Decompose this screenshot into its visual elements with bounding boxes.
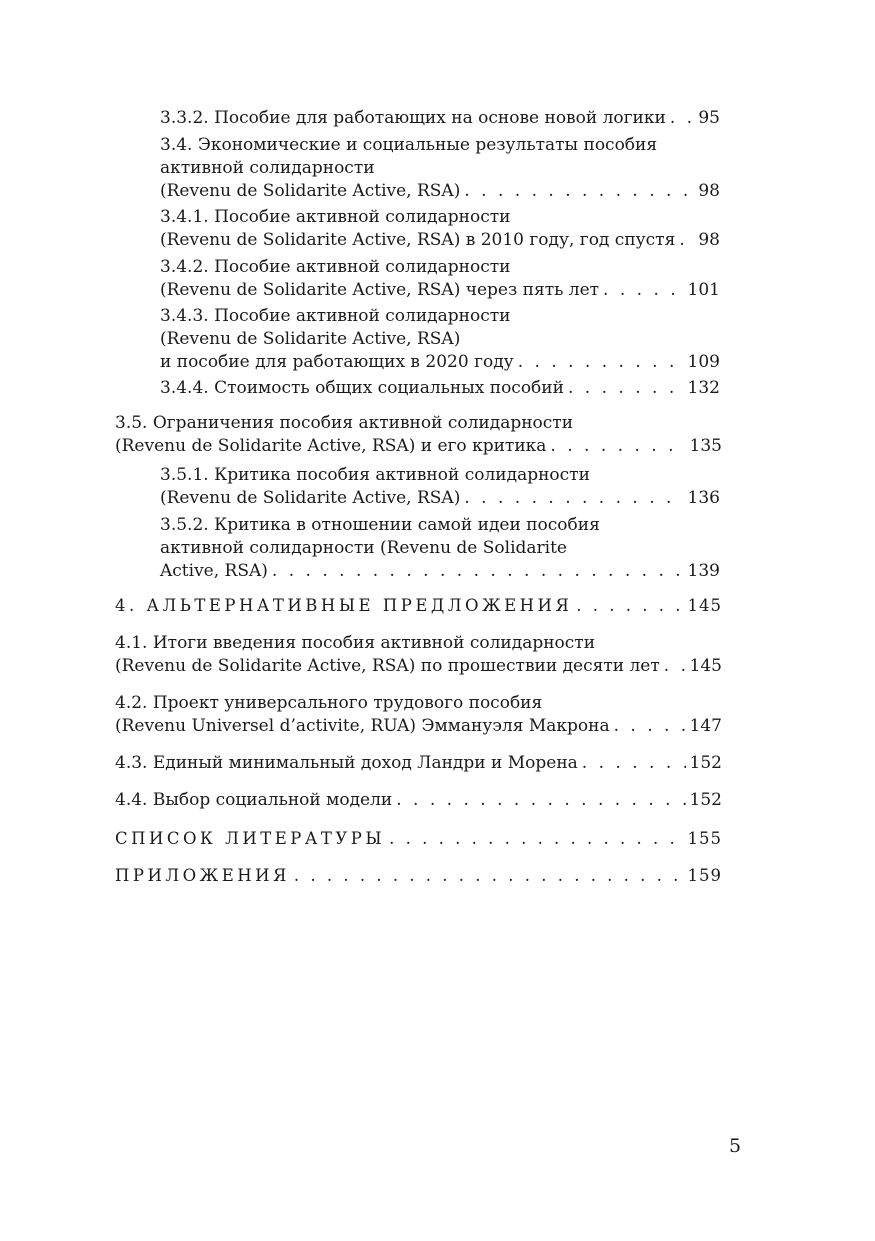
toc-entry-title: 3.4.4. Стоимость общих социальных пособий [160, 378, 564, 398]
toc-entry-title: 3.3.2. Пособие для работающих на основе новой логики [160, 108, 666, 128]
leader-dots [568, 377, 684, 400]
leader-dots [464, 180, 694, 203]
leader-dots [464, 487, 683, 510]
toc-entry-title-cont: (Revenu de Solidarite Active, RSA) [160, 488, 461, 508]
toc-entry[interactable] [160, 256, 720, 302]
toc-entry[interactable] [115, 789, 722, 812]
toc-entry[interactable] [115, 412, 722, 458]
page-number: 5 [729, 1135, 742, 1157]
toc-entry-title-cont: Active, RSA) [160, 561, 268, 581]
toc-entry-title-cont: (Revenu Universel d’activite, RUA) Эммануэля Макрона [115, 716, 610, 736]
toc-entry[interactable] [115, 692, 722, 738]
leader-dots [670, 107, 695, 130]
toc-entry-title-cont: (Revenu de Solidarite Active, RSA) через пять лет [160, 280, 600, 300]
toc-entry-title-cont: активной солидарности [160, 158, 375, 178]
toc-page-number: 109 [687, 352, 720, 372]
toc-page-number: 135 [689, 436, 722, 456]
toc-entry-title: 3.4. Экономические и социальные результаты пособия [160, 135, 658, 155]
toc-entry-title: 4.2. Проект универсального трудового пособия [115, 693, 543, 713]
leader-dots [576, 594, 683, 617]
toc-entry-title-cont: (Revenu de Solidarite Active, RSA) по прошествии десяти лет [115, 656, 660, 676]
toc-entry[interactable] [160, 377, 720, 400]
toc-chapter-title: СПИСОК ЛИТЕРАТУРЫ [115, 829, 386, 848]
toc-page-number: 155 [687, 829, 722, 848]
toc-page-number: 95 [698, 108, 720, 128]
leader-dots [550, 435, 685, 458]
toc-page-number: 145 [687, 596, 722, 615]
toc-entry-title: 3.4.1. Пособие активной солидарности [160, 207, 511, 227]
toc-page-number: 139 [687, 561, 720, 581]
toc-page-number: 132 [687, 378, 720, 398]
toc-chapter-title: ПРИЛОЖЕНИЯ [115, 866, 290, 885]
toc-page-number: 152 [689, 753, 722, 773]
toc-page-number: 159 [687, 866, 722, 885]
toc-entry-title-cont: (Revenu de Solidarite Active, RSA) в 2010 году, год спустя [160, 230, 676, 250]
toc-entry-title-cont: (Revenu de Solidarite Active, RSA) [160, 181, 461, 201]
leader-dots [518, 351, 684, 374]
toc-entry-title-cont: (Revenu de Solidarite Active, RSA) [160, 329, 461, 349]
toc-page-number: 101 [687, 280, 720, 300]
toc-entry[interactable] [115, 752, 722, 775]
toc-entry[interactable] [160, 464, 720, 510]
toc-entry-title-cont: активной солидарности (Revenu de Solidarite [160, 538, 567, 558]
toc-entry-title: 4.4. Выбор социальной модели [115, 790, 393, 810]
toc-page-number: 147 [689, 716, 722, 736]
toc-page-number: 136 [687, 488, 720, 508]
toc-entry-title: 3.4.3. Пособие активной солидарности [160, 306, 511, 326]
leader-dots [389, 827, 683, 850]
toc-chapter[interactable] [115, 864, 722, 887]
toc-entry-title-cont: (Revenu de Solidarite Active, RSA) и его критика [115, 436, 547, 456]
toc-entry-title-cont: и пособие для работающих в 2020 году [160, 352, 514, 372]
toc-entry-title: 3.5. Ограничения пособия активной солидарности [115, 413, 574, 433]
leader-dots [664, 655, 686, 678]
toc-entry-title: 4.3. Единый минимальный доход Ландри и Морена [115, 753, 578, 773]
toc-entry-title: 4.1. Итоги введения пособия активной солидарности [115, 633, 596, 653]
leader-dots [396, 789, 685, 812]
toc-page-number: 152 [689, 790, 722, 810]
toc-entry[interactable] [115, 632, 722, 678]
toc-page-number: 145 [689, 656, 722, 676]
toc-entry-title: 3.4.2. Пособие активной солидарности [160, 257, 511, 277]
leader-dots [272, 560, 684, 583]
toc-chapter[interactable] [115, 827, 722, 850]
toc-entry[interactable] [160, 206, 720, 252]
toc-entry[interactable] [160, 305, 720, 374]
toc-entry[interactable] [160, 107, 720, 130]
leader-dots [679, 229, 694, 252]
leader-dots [294, 864, 684, 887]
toc-entry[interactable] [160, 134, 720, 203]
leader-dots [603, 279, 684, 302]
toc-chapter-title: 4. АЛЬТЕРНАТИВНЫЕ ПРЕДЛОЖЕНИЯ [115, 596, 573, 615]
toc-entry-title: 3.5.2. Критика в отношении самой идеи пособия [160, 515, 600, 535]
toc-chapter[interactable] [115, 594, 722, 617]
leader-dots [582, 752, 686, 775]
toc-page-number: 98 [698, 181, 720, 201]
toc-entry-title: 3.5.1. Критика пособия активной солидарности [160, 465, 590, 485]
toc-entry[interactable] [160, 514, 720, 583]
leader-dots [614, 715, 686, 738]
toc-page-number: 98 [698, 230, 720, 250]
